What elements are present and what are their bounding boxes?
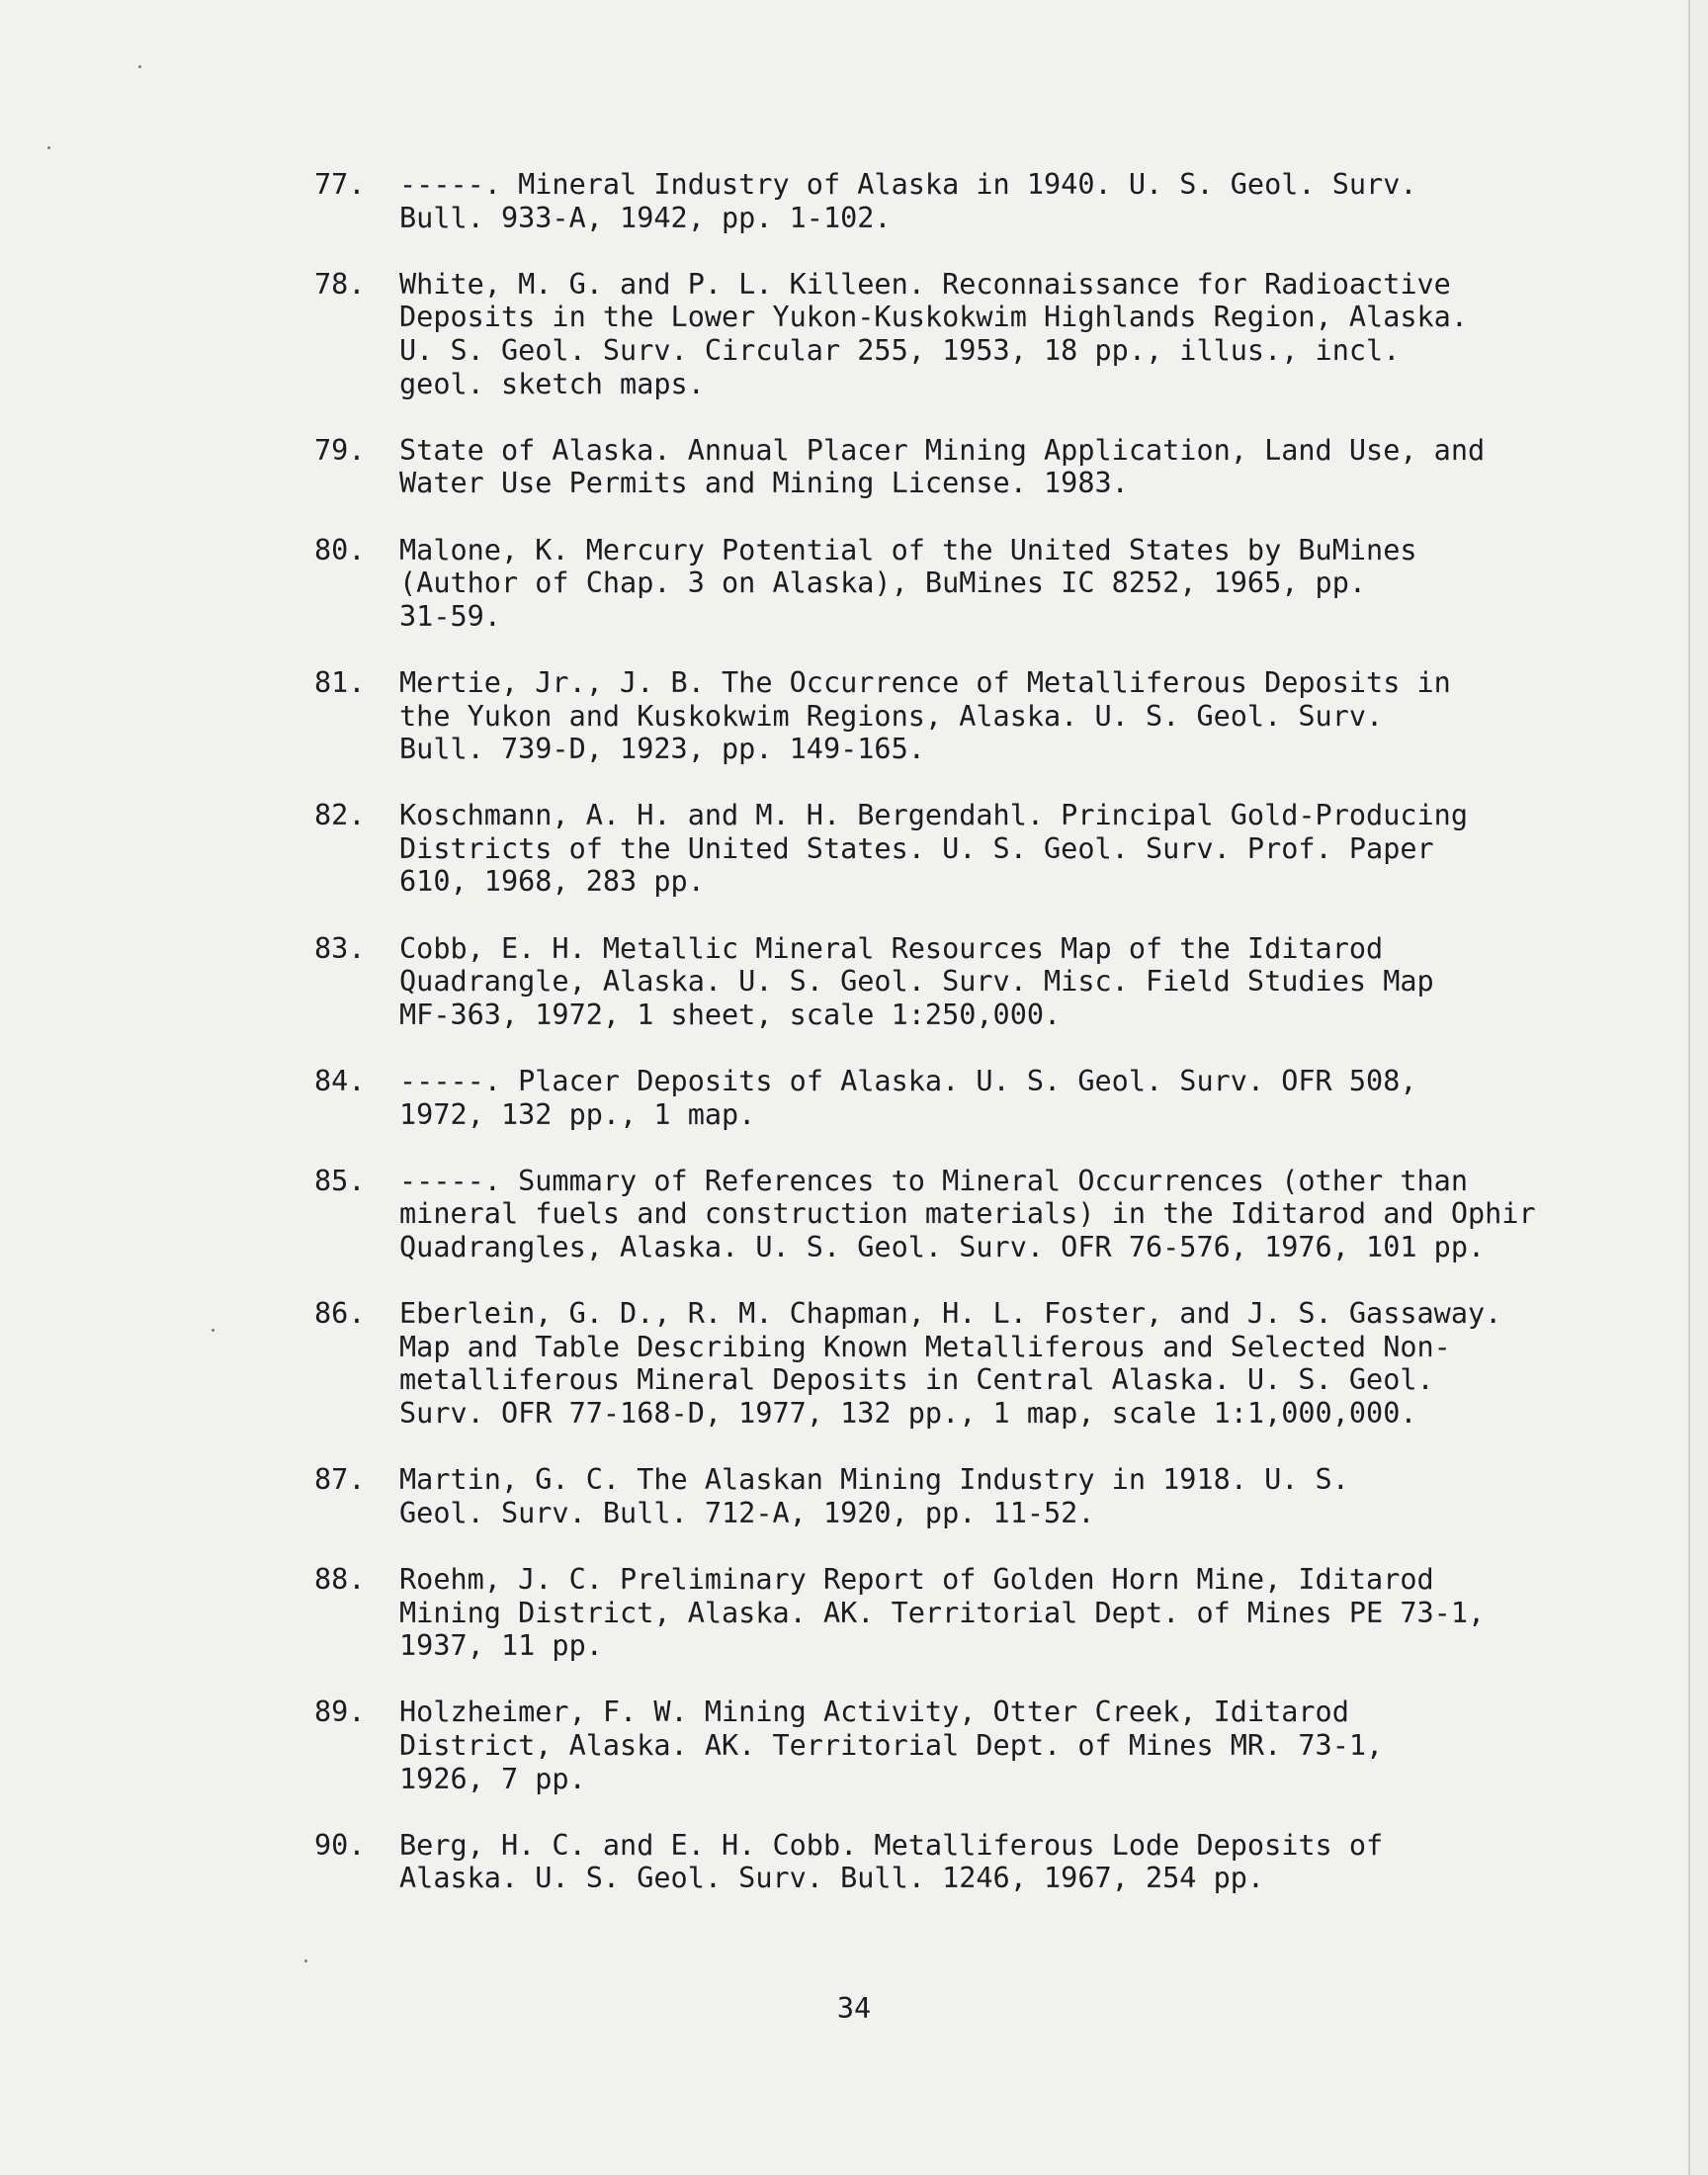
reference-item <box>314 1165 1580 1264</box>
reference-number: 82. <box>314 799 366 832</box>
reference-number: 79. <box>314 433 366 467</box>
reference-item <box>314 666 1580 766</box>
reference-text: Roehm, J. C. Preliminary Report of Golden Horn Mine, Iditarod Mining District, Alaska. AK. Territorial Dept. of Mines PE 73-1, 1937, 11 pp. <box>399 1562 1486 1663</box>
reference-text: State of Alaska. Annual Placer Mining Application, Land Use, and Water Use Permits and Mining License. 1983. <box>399 433 1486 500</box>
reference-text: -----. Mineral Industry of Alaska in 1940. U. S. Geol. Surv. Bull. 933-A, 1942, pp. 1-102. <box>399 168 1417 234</box>
reference-text: Cobb, E. H. Metallic Mineral Resources Map of the Iditarod Quadrangle, Alaska. U. S. Geol. Surv. Misc. Field Studies Map MF-363, 1972, 1 sheet, scale 1:250,000. <box>399 931 1434 1031</box>
reference-item <box>314 799 1580 899</box>
reference-number: 85. <box>314 1164 366 1197</box>
reference-number: 78. <box>314 267 366 301</box>
reference-item <box>314 534 1580 634</box>
reference-number: 80. <box>314 533 366 566</box>
reference-text: Eberlein, G. D., R. M. Chapman, H. L. Foster, and J. S. Gassaway. Map and Table Describing Known Metalliferous and Selected Non- metalliferous Mineral Deposits in Central Alaska. U. S. Geol. Surv. OFR 77-168-D, 1977, 132 pp., 1 map, scale 1:1,000,000. <box>399 1297 1502 1430</box>
reference-item <box>314 1065 1580 1131</box>
reference-number: 86. <box>314 1297 366 1331</box>
reference-number: 77. <box>314 168 366 201</box>
reference-text: Koschmann, A. H. and M. H. Bergendahl. Principal Gold-Producing Districts of the United States. U. S. Geol. Surv. Prof. Paper 610, 1968, 283 pp. <box>399 799 1468 899</box>
reference-item <box>314 1829 1580 1895</box>
reference-number: 84. <box>314 1065 366 1098</box>
scan-speck <box>304 1959 307 1962</box>
reference-text: White, M. G. and P. L. Killeen. Reconnaissance for Radioactive Deposits in the Lower Yukon-Kuskokwim Highlands Region, Alaska. U. S. Geol. Surv. Circular 255, 1953, 18 pp., illus., incl. geol. sketch maps. <box>399 267 1468 400</box>
reference-item <box>314 1563 1580 1663</box>
reference-item <box>314 168 1580 234</box>
reference-number: 81. <box>314 665 366 699</box>
scan-speck <box>212 1329 214 1332</box>
reference-item <box>314 1297 1580 1430</box>
page-number: 34 <box>836 1992 872 2025</box>
reference-text: Martin, G. C. The Alaskan Mining Industry in 1918. U. S. Geol. Surv. Bull. 712-A, 1920, pp. 11-52. <box>399 1463 1349 1529</box>
reference-item <box>314 932 1580 1032</box>
scan-speck <box>47 146 50 149</box>
reference-item <box>314 1463 1580 1529</box>
reference-number: 87. <box>314 1463 366 1497</box>
reference-text: Berg, H. C. and E. H. Cobb. Metalliferous Lode Deposits of Alaska. U. S. Geol. Surv. Bull. 1246, 1967, 254 pp. <box>399 1828 1384 1895</box>
reference-number: 90. <box>314 1828 366 1862</box>
reference-list <box>314 168 1580 1928</box>
reference-text: Holzheimer, F. W. Mining Activity, Otter Creek, Iditarod District, Alaska. AK. Territorial Dept. of Mines MR. 73-1, 1926, 7 pp. <box>399 1696 1384 1795</box>
reference-text: -----. Placer Deposits of Alaska. U. S. Geol. Surv. OFR 508, 1972, 132 pp., 1 map. <box>399 1065 1417 1131</box>
reference-item <box>314 268 1580 400</box>
reference-item <box>314 434 1580 500</box>
reference-text: Mertie, Jr., J. B. The Occurrence of Metalliferous Deposits in the Yukon and Kuskokwim Regions, Alaska. U. S. Geol. Surv. Bull. 739-D, 1923, pp. 149-165. <box>399 665 1451 766</box>
reference-number: 88. <box>314 1562 366 1596</box>
reference-number: 83. <box>314 931 366 965</box>
reference-item <box>314 1696 1580 1795</box>
reference-text: Malone, K. Mercury Potential of the United States by BuMines (Author of Chap. 3 on Alaska), BuMines IC 8252, 1965, pp. 31-59. <box>399 533 1417 633</box>
reference-text: -----. Summary of References to Mineral Occurrences (other than mineral fuels and construction materials) in the Iditarod and Ophir Quadrangles, Alaska. U. S. Geol. Surv. OFR 76-576, 1976, 101 pp. <box>399 1164 1536 1263</box>
scan-speck <box>138 65 141 68</box>
reference-number: 89. <box>314 1696 366 1729</box>
